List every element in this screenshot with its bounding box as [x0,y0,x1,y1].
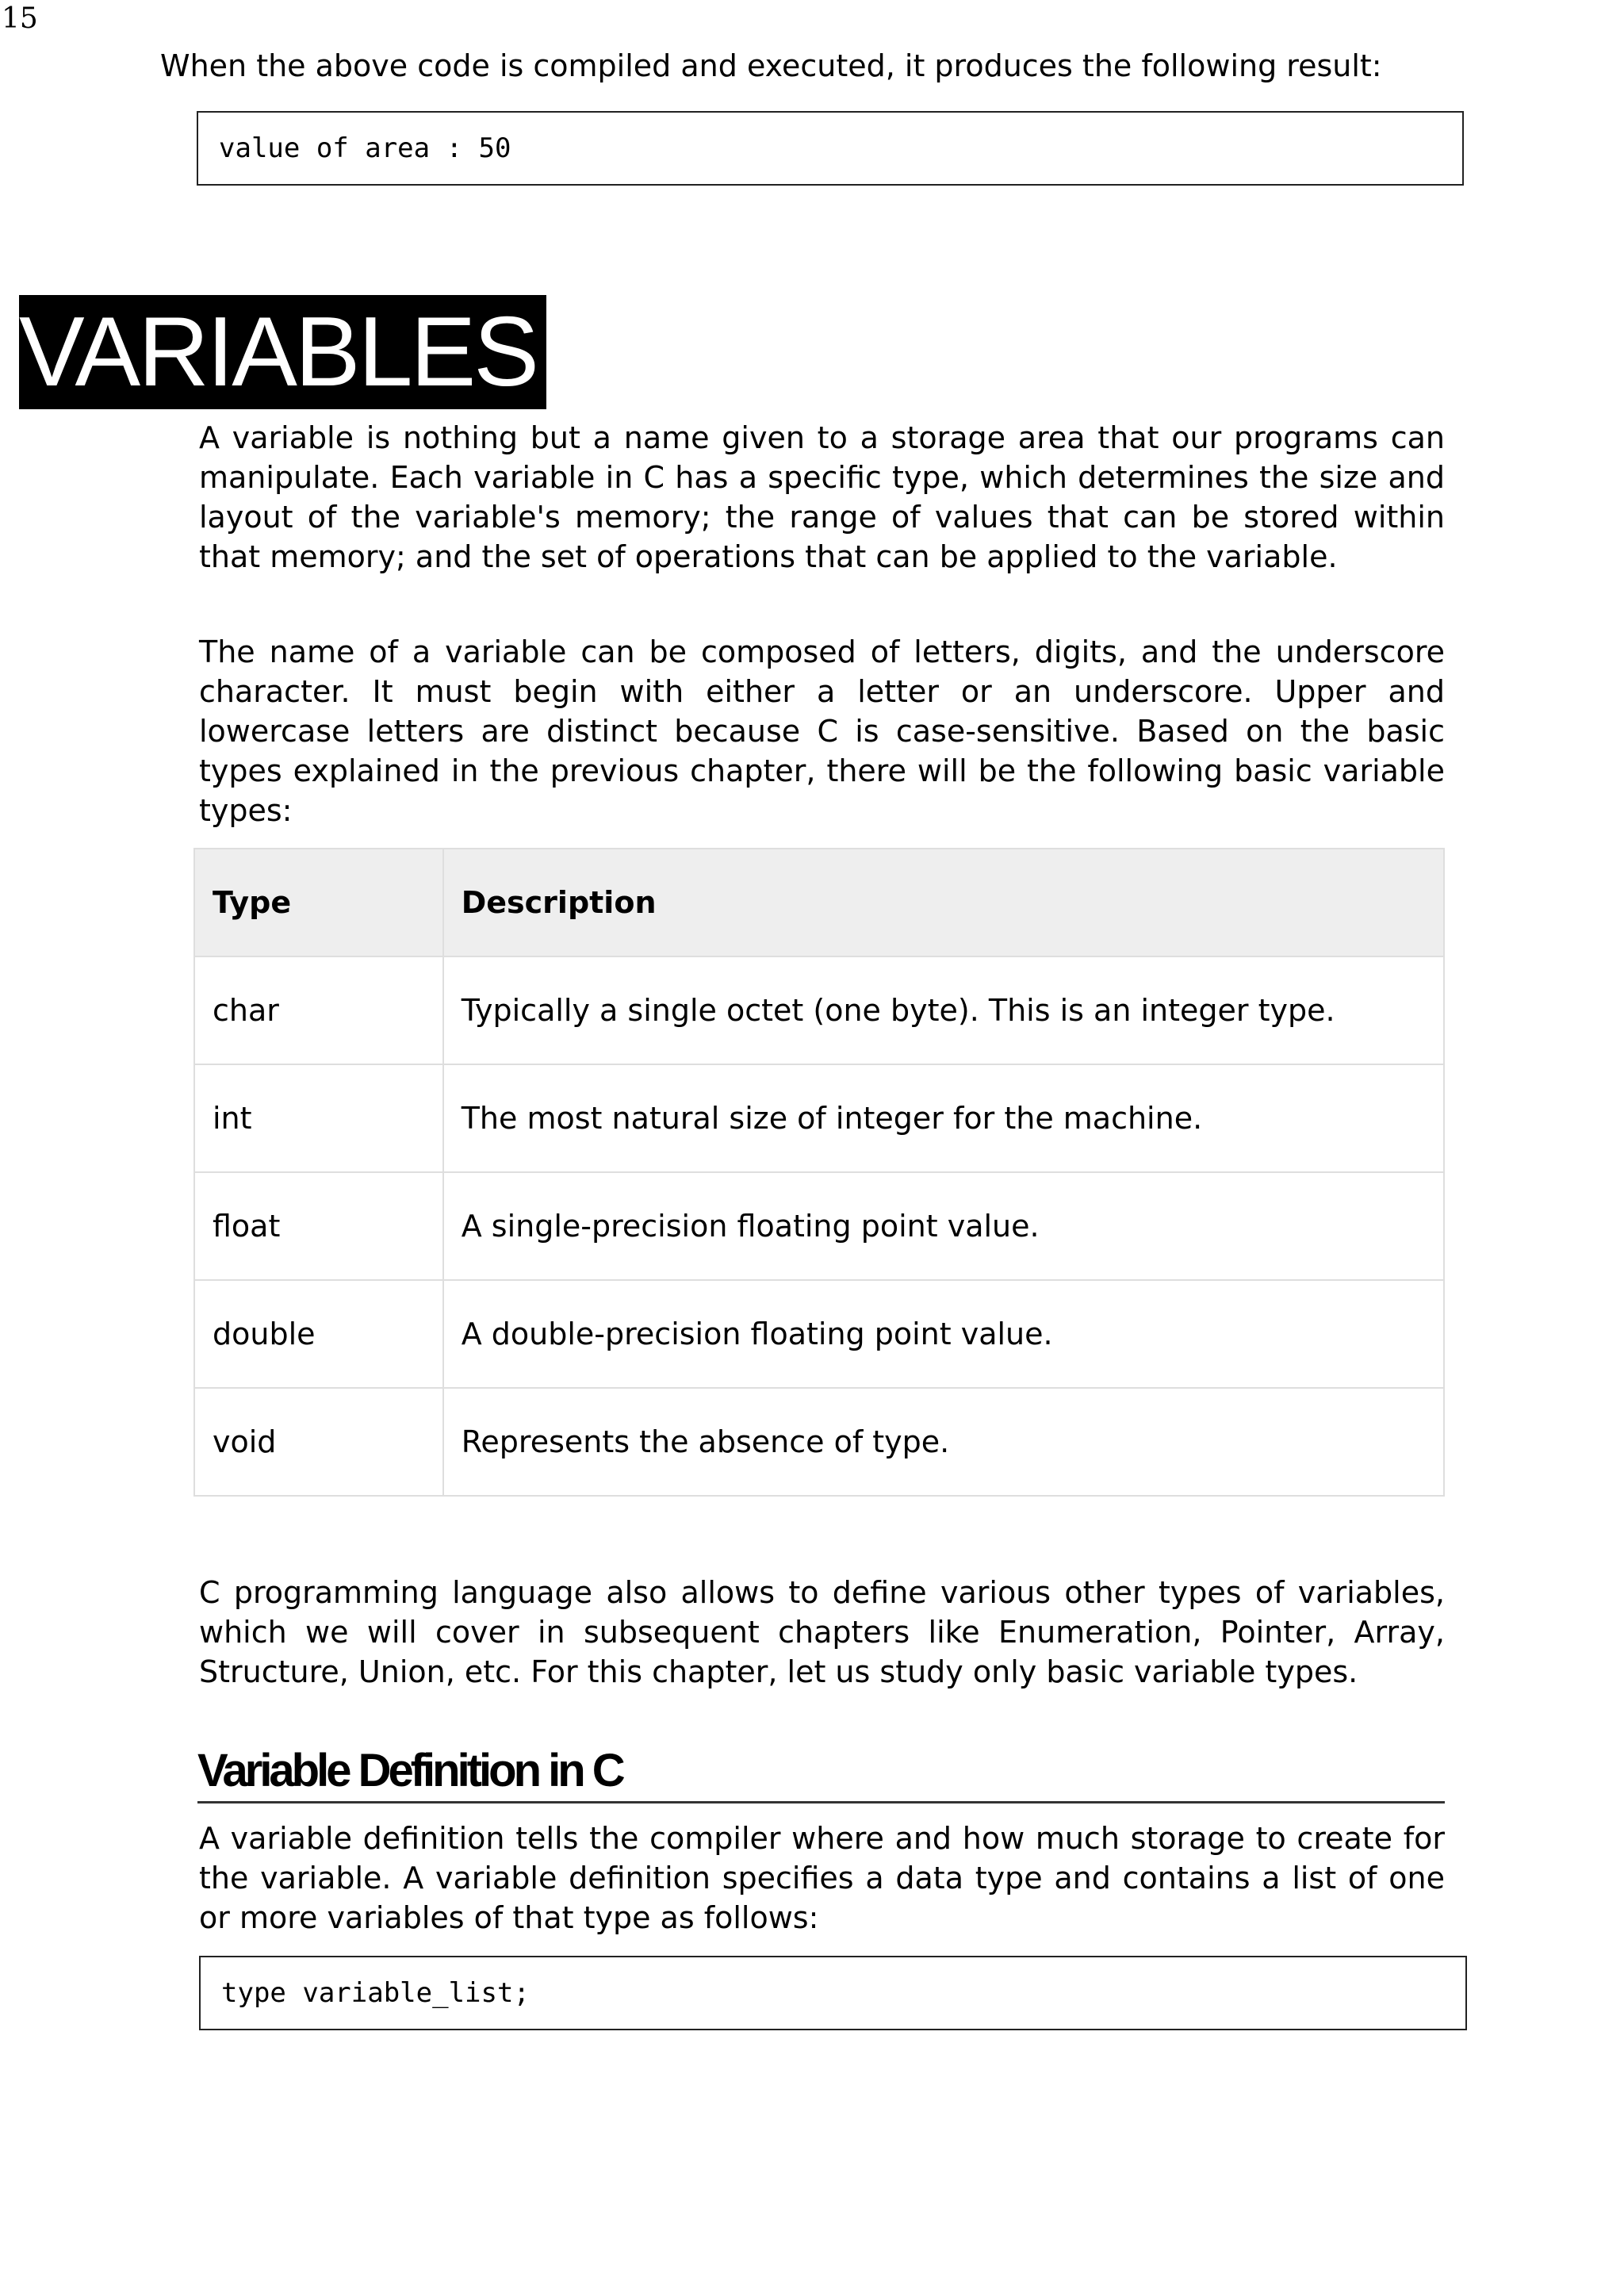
table-header-description: Description [443,849,1444,956]
code-output-text: value of area : 50 [219,132,511,164]
description-cell: A double-precision floating point value. [443,1280,1444,1388]
intro-text: When the above code is compiled and executed, it produces the following result: [160,48,1382,83]
type-cell: void [194,1388,443,1496]
paragraph-variable-intro: A variable is nothing but a name given to a storage area that our programs can manipulate. Each variable in C has a specific type, which determines the size and layout of the variable's memory; the range of values that can be stored within that memory; and the set of operations that can be applied to the variable. [199,420,1445,574]
description-cell: Typically a single octet (one byte). This is an integer type. [443,956,1444,1064]
page-number: 15 [2,2,38,35]
chapter-title: VARIABLES [19,295,546,409]
type-cell: char [194,956,443,1064]
description-cell: The most natural size of integer for the machine. [443,1064,1444,1172]
table-row [194,1172,1444,1280]
basic-types-table [193,848,1445,1497]
type-cell: int [194,1064,443,1172]
table-header-type: Type [194,849,443,956]
table-row [194,1280,1444,1388]
paragraph-other-types: C programming language also allows to define various other types of variables, which we will cover in subsequent chapters like Enumeration, Pointer, Array, Structure, Union, etc. For this chapter, let us study only basic variable types. [199,1575,1445,1689]
type-cell: double [194,1280,443,1388]
table-row [194,1388,1444,1496]
table-header-row [194,849,1444,956]
paragraph-variable-definition: A variable definition tells the compiler where and how much storage to create for the variable. A variable definition specifies a data type and contains a list of one or more variables of that type as follows: [199,1821,1445,1935]
code-syntax-box [199,1956,1467,2030]
description-cell: A single-precision floating point value. [443,1172,1444,1280]
table-row [194,1064,1444,1172]
section-heading: Variable Definition in C [197,1741,1445,1803]
code-syntax-text: type variable_list; [221,1977,530,2009]
code-output-box [197,111,1464,186]
table-row [194,956,1444,1064]
description-cell: Represents the absence of type. [443,1388,1444,1496]
paragraph-variable-naming: The name of a variable can be composed of letters, digits, and the underscore character. It must begin with either a letter or an underscore. Upper and lowercase letters are distinct because C is case-sensitive. Based on the basic types explained in the previous chapter, there will be the following basic variable types: [199,634,1445,828]
type-cell: float [194,1172,443,1280]
